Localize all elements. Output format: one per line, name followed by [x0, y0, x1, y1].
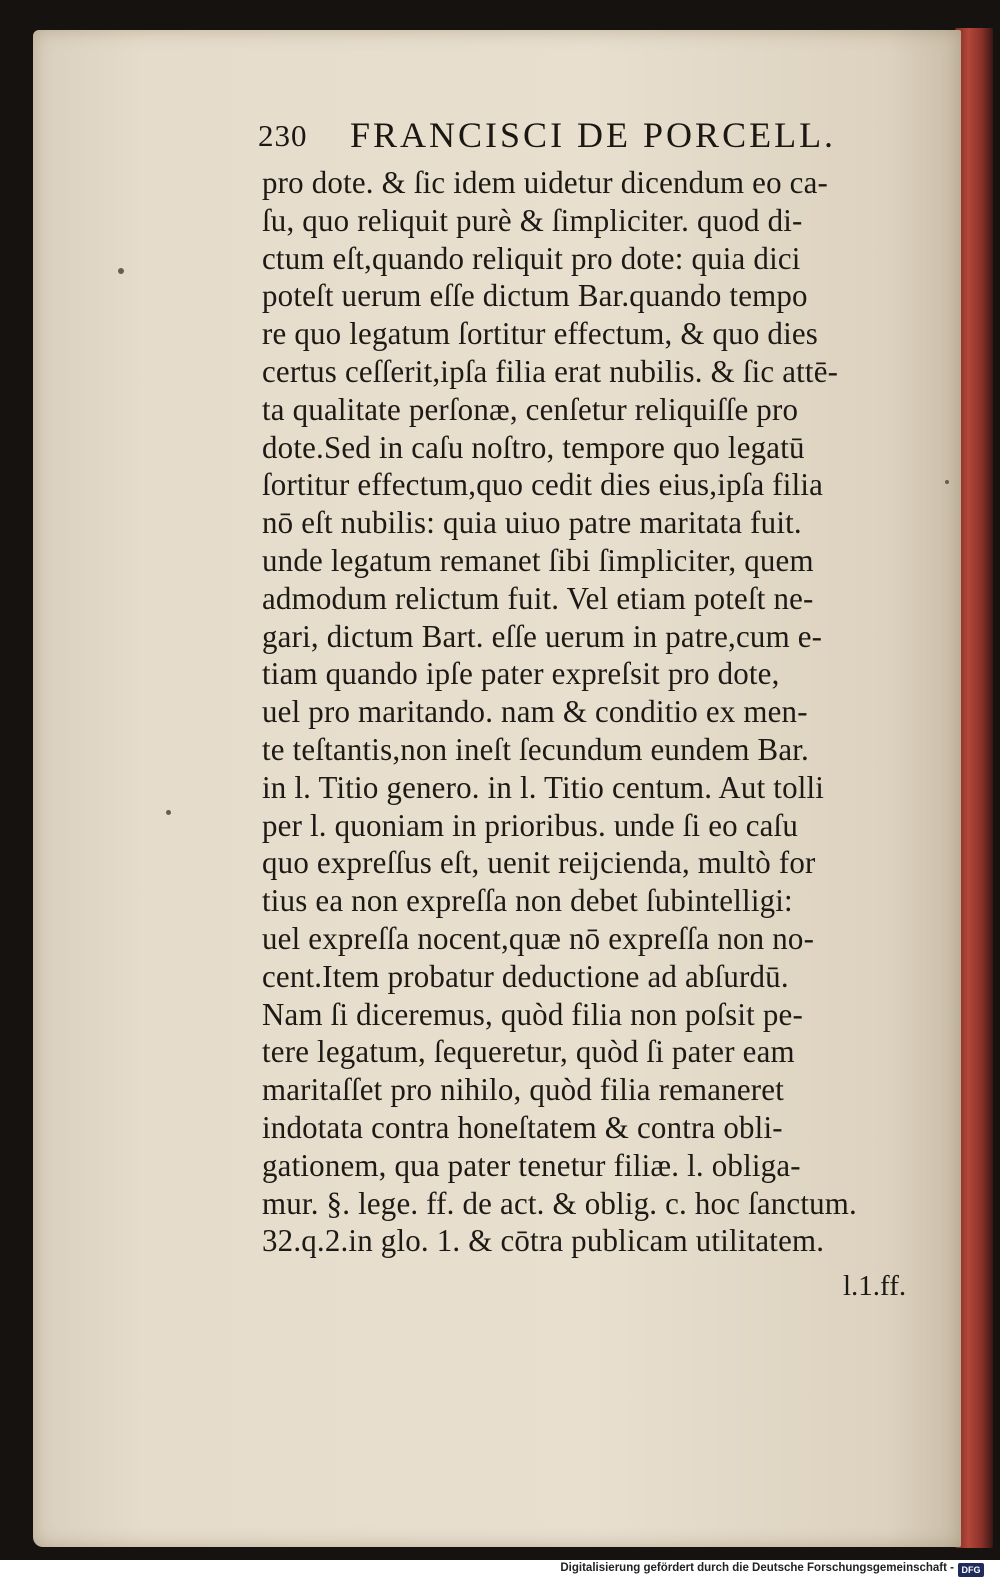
text-line: tere legatum, ſequeretur, quòd ſi pater eam — [262, 1034, 795, 1070]
text-line: Nam ſi diceremus, quòd filia non poſsit pe- — [262, 996, 803, 1032]
body-text — [262, 164, 922, 1260]
text-line: te teſtantis,non ineſt ſecundum eundem Bar. — [262, 731, 809, 767]
text-line: ta qualitate perſonæ, cenſetur reliquiſſe pro — [262, 391, 799, 427]
text-line: maritaſſet pro nihilo, quòd filia remaneret — [262, 1072, 785, 1108]
text-line: gari, dictum Bart. eſſe uerum in patre,cum e- — [262, 618, 823, 654]
text-line: tius ea non expreſſa non debet ſubintelligi: — [262, 883, 793, 919]
text-line: dote.Sed in caſu noſtro, tempore quo legatū — [262, 429, 805, 465]
text-line: mur. §. lege. ff. de act. & oblig. c. hoc ſanctum. — [262, 1185, 857, 1221]
page-number: 230 — [258, 118, 308, 153]
page-header — [258, 112, 908, 158]
text-line: ctum eſt,quando reliquit pro dote: quia dici — [262, 240, 801, 276]
text-line: poteſt uerum eſſe dictum Bar.quando tempo — [262, 278, 808, 314]
text-line: indotata contra honeſtatem & contra obli- — [262, 1109, 783, 1145]
text-line: tiam quando ipſe pater expreſsit pro dote, — [262, 656, 780, 692]
paper-speck — [166, 810, 171, 815]
funding-credit: Digitalisierung gefördert durch die Deutsche Forschungsgemeinschaft - — [560, 1562, 954, 1574]
text-line: ſortitur effectum,quo cedit dies eius,ipſa filia — [262, 467, 824, 503]
dfg-logo: DFG — [958, 1563, 984, 1577]
text-line: cent.Item probatur deductione ad abſurdū. — [262, 958, 789, 994]
text-line: in l. Titio genero. in l. Titio centum. Aut tolli — [262, 769, 825, 805]
text-line: uel pro maritando. nam & conditio ex men- — [262, 694, 808, 730]
running-head: FRANCISCI DE PORCELL. — [350, 115, 837, 155]
text-line: 32.q.2.in glo. 1. & cōtra publicam utilitatem. — [262, 1223, 825, 1259]
catchword: l.1.ff. — [843, 1270, 907, 1302]
text-line: gationem, qua pater tenetur filiæ. l. obliga- — [262, 1147, 801, 1183]
text-line: unde legatum remanet ſibi ſimpliciter, quem — [262, 542, 814, 578]
text-line: nō eſt nubilis: quia uiuo patre maritata fuit. — [262, 505, 802, 541]
text-line: pro dote. & ſic idem uidetur dicendum eo ca- — [262, 165, 829, 200]
text-line: quo expreſſus eſt, uenit reijcienda, multò for — [262, 845, 816, 881]
text-line: per l. quoniam in prioribus. unde ſi eo caſu — [262, 807, 799, 843]
text-line: re quo legatum ſortitur effectum, & quo dies — [262, 316, 819, 352]
text-line: admodum relictum fuit. Vel etiam poteſt ne- — [262, 580, 814, 616]
text-line: certus ceſſerit,ipſa filia erat nubilis. & ſic attē- — [262, 353, 839, 389]
paper-speck — [945, 480, 949, 484]
paper-speck — [118, 268, 124, 274]
text-line: ſu, quo reliquit purè & ſimpliciter. quod di- — [262, 202, 803, 238]
footer-bar — [0, 1560, 1000, 1582]
text-line: uel expreſſa nocent,quæ nō expreſſa non no- — [262, 920, 815, 956]
